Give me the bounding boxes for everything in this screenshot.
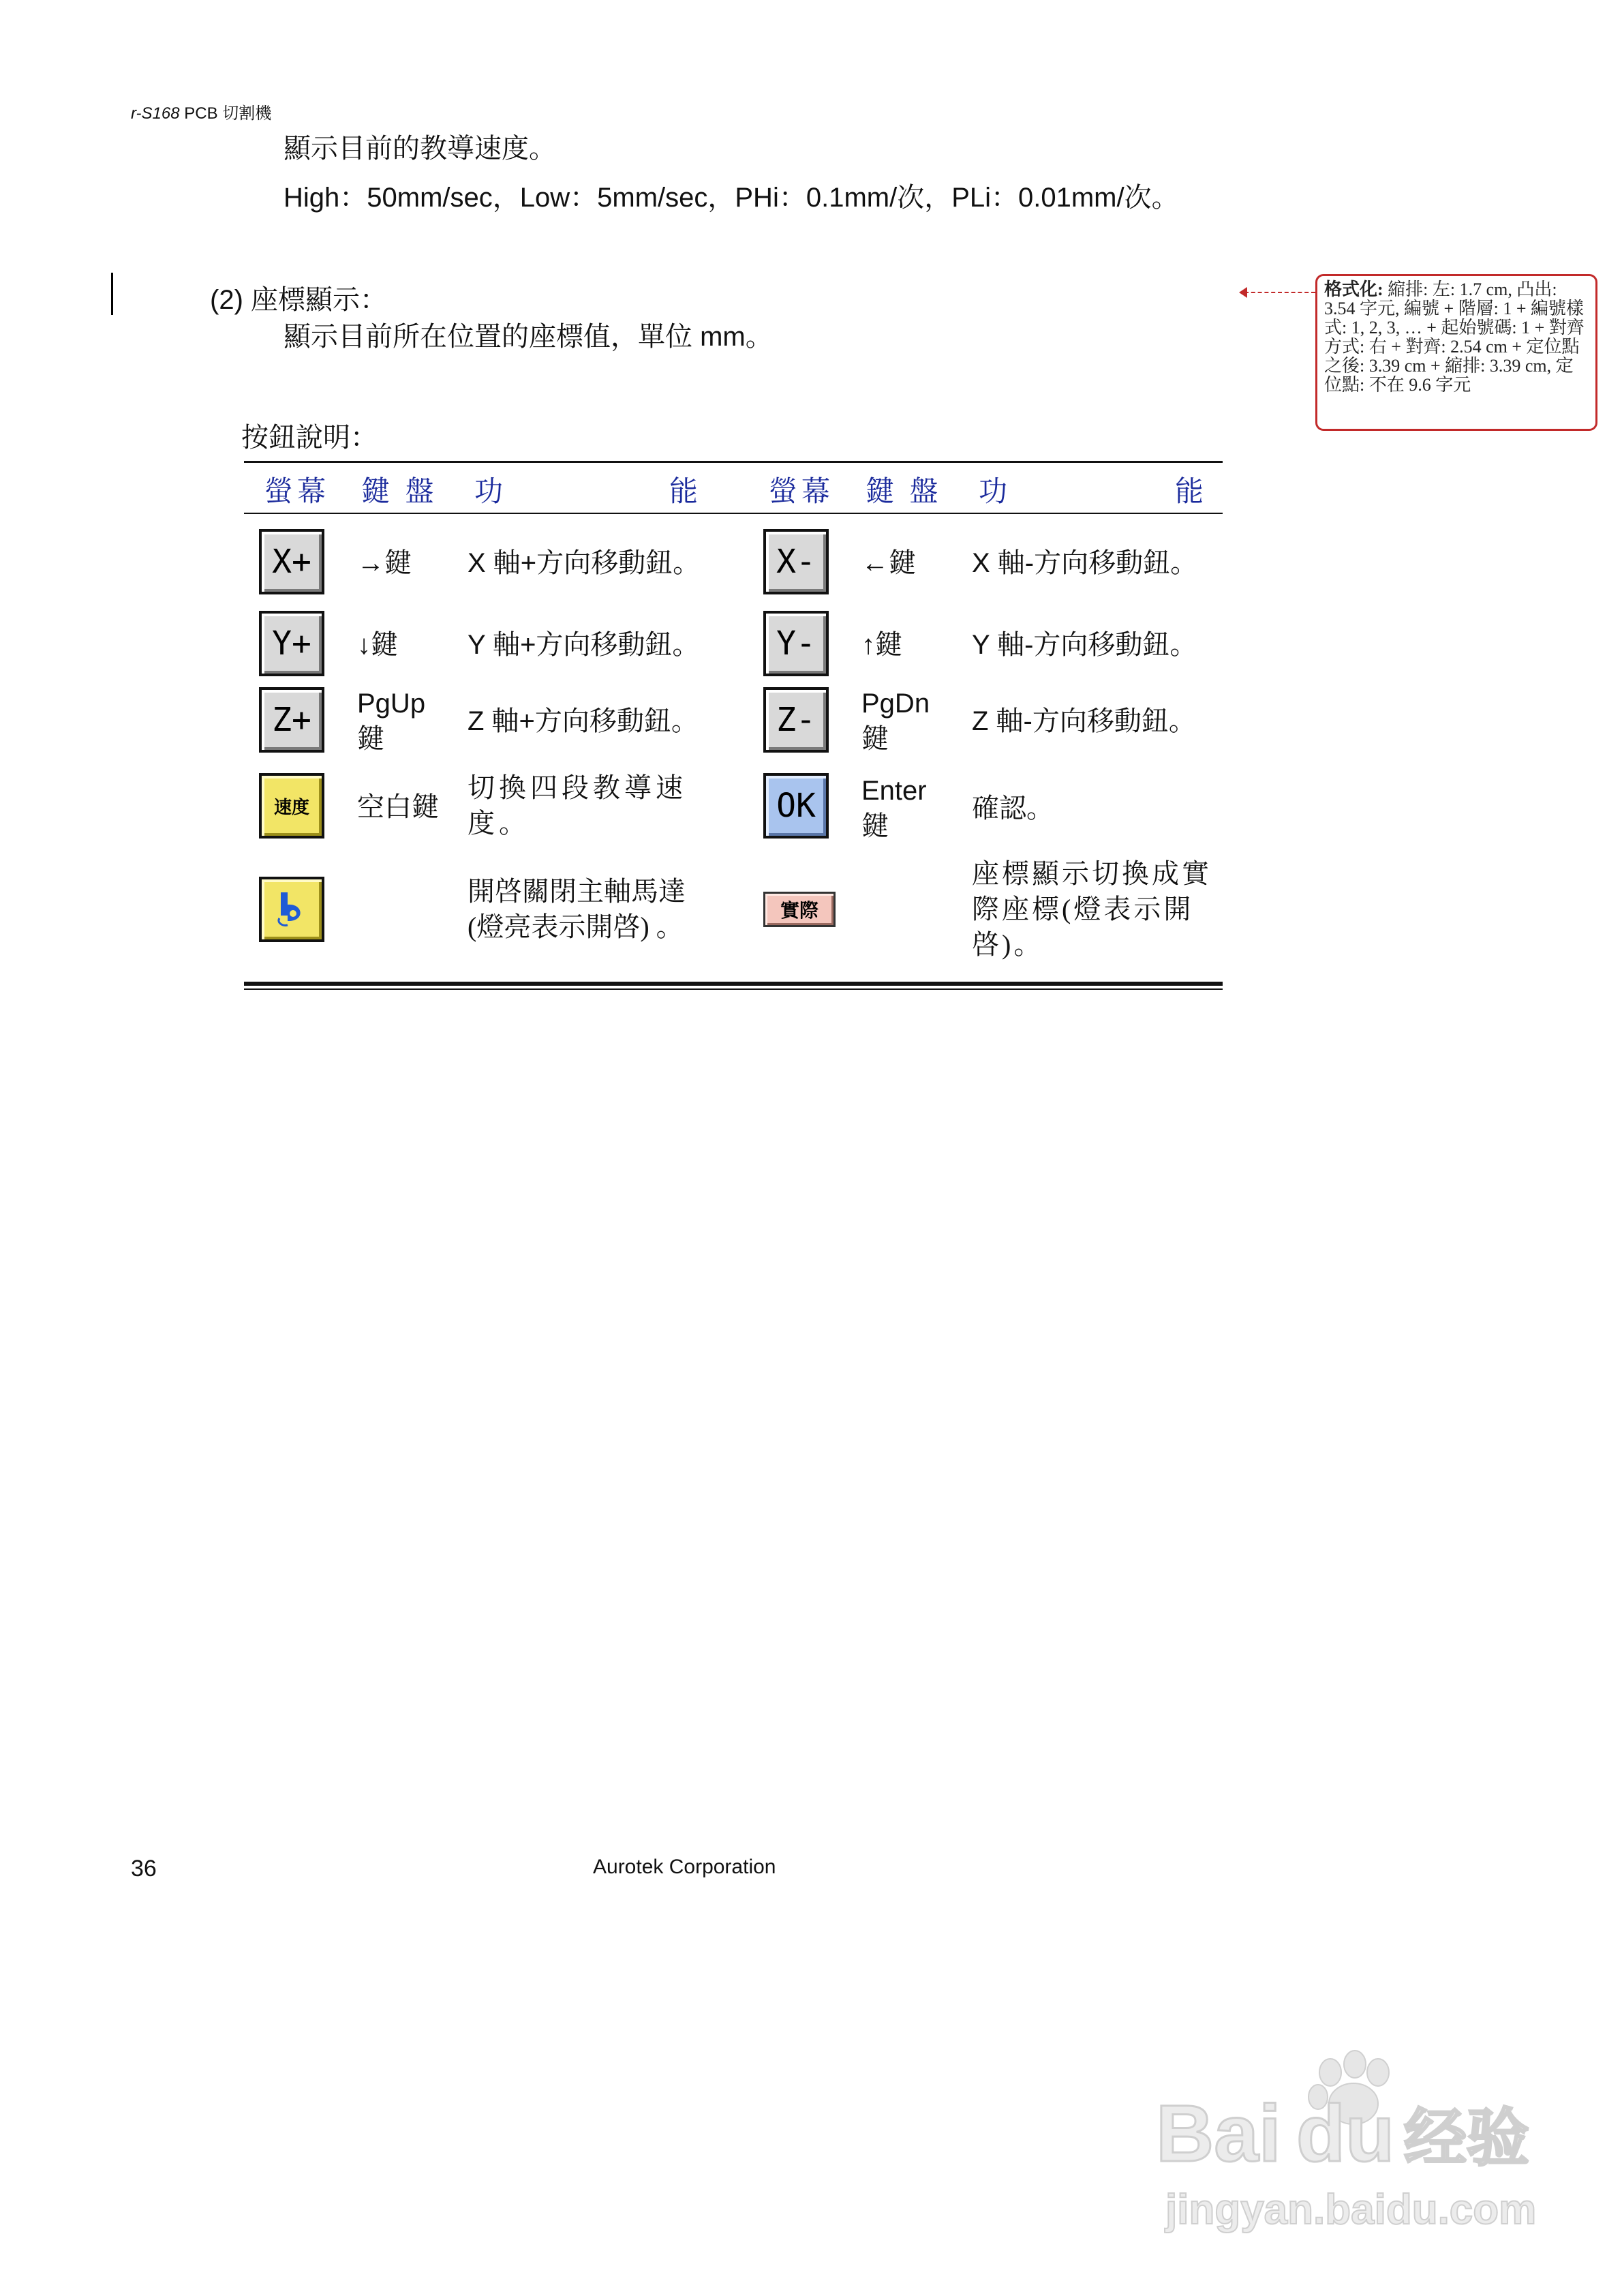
function-y-minus: Y 軸-方向移動鈕。 — [972, 630, 1197, 660]
header-screen-right: 螢幕 — [769, 477, 835, 508]
key-pgdn-line1: PgDn — [861, 689, 930, 719]
table-header-rule — [244, 513, 1223, 514]
y-plus-button[interactable]: Y+ — [259, 611, 324, 676]
table-bottom-rule-thick — [244, 982, 1223, 986]
svg-text:du: du — [1296, 2089, 1395, 2179]
comment-label: 格式化: — [1324, 280, 1383, 299]
function-actual-line3: 啓)。 — [972, 929, 1044, 960]
header-keyboard-left: 鍵 盤 — [361, 477, 438, 508]
key-up-arrow: ↑鍵 — [861, 629, 902, 660]
function-spindle — [468, 874, 686, 945]
function-speed — [468, 770, 687, 841]
function-y-plus: Y 軸+方向移動鈕。 — [468, 630, 700, 660]
function-spindle-line2: (燈亮表示開啓) 。 — [468, 911, 684, 942]
key-enter-line1: Enter — [861, 776, 927, 806]
key-pgdn-line2: 鍵 — [861, 723, 889, 754]
table-top-rule — [244, 461, 1223, 463]
spindle-toggle-button[interactable] — [259, 877, 324, 942]
function-z-minus: Z 軸-方向移動鈕。 — [972, 706, 1196, 736]
teach-speed-description: 顯示目前的教導速度。 — [284, 133, 556, 164]
header-function-right-a: 功 — [979, 477, 1012, 508]
coordinate-heading: (2) 座標顯示： — [210, 285, 387, 315]
key-pgdn — [861, 686, 930, 757]
coordinate-description: 顯示目前所在位置的座標值，單位 mm。 — [284, 322, 773, 352]
running-header — [131, 100, 271, 123]
header-function-left-b: 能 — [669, 477, 703, 508]
teach-speed-values: High：50mm/sec，Low：5mm/sec，PHi：0.1mm/次，PLi：0.01mm/次。 — [284, 183, 1179, 213]
function-z-plus: Z 軸+方向移動鈕。 — [468, 706, 699, 736]
buttons-title: 按鈕說明： — [241, 422, 378, 453]
function-x-minus: X 軸-方向移動鈕。 — [972, 548, 1198, 578]
format-comment-balloon[interactable] — [1315, 274, 1597, 431]
header-keyboard-right: 鍵 盤 — [866, 477, 943, 508]
key-pgup-line2: 鍵 — [357, 723, 384, 754]
key-pgup — [357, 686, 425, 757]
function-ok: 確認。 — [972, 793, 1054, 824]
comment-leader-line — [1244, 292, 1315, 293]
model-name: r-S168 — [131, 104, 180, 123]
function-speed-line2: 度。 — [468, 808, 530, 839]
baidu-watermark-logo — [1152, 2045, 1554, 2250]
svg-text:Bai: Bai — [1156, 2089, 1281, 2179]
revision-change-bar — [111, 273, 113, 315]
document-title: PCB 切割機 — [184, 104, 272, 123]
key-left-arrow: ←鍵 — [861, 547, 916, 578]
function-actual-coordinate — [972, 856, 1212, 963]
function-actual-line1: 座標顯示切換成實 — [972, 858, 1212, 889]
function-x-plus: X 軸+方向移動鈕。 — [468, 548, 701, 578]
z-minus-button[interactable]: Z- — [763, 687, 829, 753]
header-function-right-b: 能 — [1175, 477, 1208, 508]
page-number: 36 — [131, 1856, 157, 1882]
svg-text:经验: 经验 — [1404, 2102, 1530, 2175]
function-spindle-line1: 開啓關閉主軸馬達 — [468, 876, 686, 907]
actual-coordinate-button[interactable]: 實際 — [763, 892, 836, 927]
key-space: 空白鍵 — [357, 791, 439, 822]
x-minus-button[interactable]: X- — [763, 529, 829, 594]
key-pgup-line1: PgUp — [357, 689, 426, 719]
key-right-arrow: →鍵 — [357, 547, 412, 578]
header-function-left-a: 功 — [474, 477, 508, 508]
footer-company: Aurotek Corporation — [593, 1856, 776, 1878]
table-bottom-rule-thin — [244, 988, 1223, 990]
key-down-arrow: ↓鍵 — [357, 629, 398, 660]
key-enter — [861, 773, 927, 844]
x-plus-button[interactable]: X+ — [259, 529, 324, 594]
function-actual-line2: 際座標(燈表示開 — [972, 894, 1194, 924]
z-plus-button[interactable]: Z+ — [259, 687, 324, 753]
comment-text: 縮排: 左: 1.7 cm, 凸出: 3.54 字元, 編號 + 階層: 1 + 編號樣式: 1, 2, 3, … + 起始號碼: 1 + 對齊方式: 右 + 對齊: 2.54 cm + 定位點之後: 3.39 cm + 縮排: 3.39 cm, 定位點: 不在 9.6 字元 — [1324, 280, 1585, 395]
y-minus-button[interactable]: Y- — [763, 611, 829, 676]
ok-button[interactable]: OK — [763, 773, 829, 839]
svg-text:jingyan.baidu.com: jingyan.baidu.com — [1165, 2186, 1537, 2233]
button-table — [244, 461, 1223, 1688]
function-speed-line1: 切換四段教導速 — [468, 772, 687, 803]
header-screen-left: 螢幕 — [264, 477, 331, 508]
spindle-icon — [275, 891, 308, 928]
key-enter-line2: 鍵 — [861, 811, 889, 841]
speed-button[interactable]: 速度 — [259, 773, 324, 839]
